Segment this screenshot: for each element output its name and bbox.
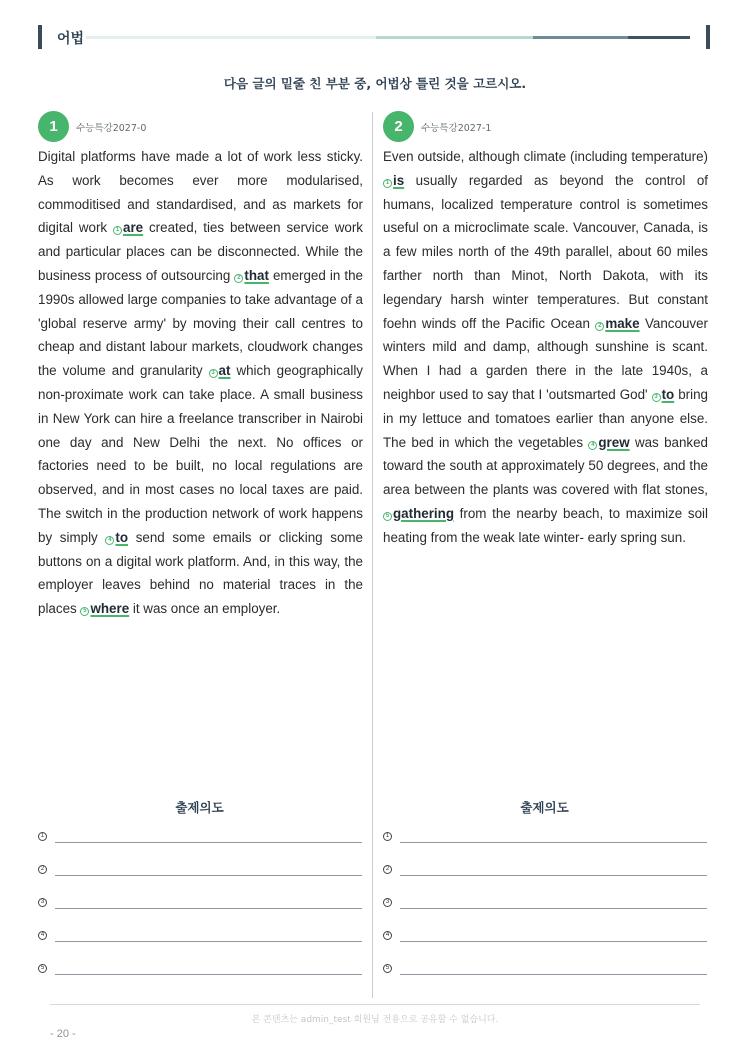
question-number-badge: 2	[383, 111, 414, 142]
passage-segment: emerged in the 1990s allowed large companies to take advantage of a 'global reserve army' by moving their call centres to cheap and distant labour markets, cloudwork changes the volume and granularity	[38, 267, 363, 379]
answer-write-line[interactable]	[55, 842, 362, 843]
answer-write-line[interactable]	[55, 875, 362, 876]
answer-write-line[interactable]	[400, 875, 707, 876]
section-title: 어법	[57, 31, 85, 47]
header-left-bar	[38, 25, 42, 49]
underlined-choice: where	[90, 601, 130, 617]
answer-write-line[interactable]	[400, 842, 707, 843]
choice-marker: 4	[588, 441, 597, 450]
copyright-note: 본 콘텐츠는 admin_test 회원님 전용으로 공유할 수 없습니다.	[251, 1015, 499, 1025]
answer-row	[38, 964, 362, 976]
answer-number-marker: 1	[38, 832, 47, 841]
answer-number-marker: 5	[383, 964, 392, 973]
question-number-badge: 1	[38, 111, 69, 142]
answer-row	[38, 931, 362, 943]
page-number: - 20 -	[50, 1028, 76, 1040]
answer-write-line[interactable]	[55, 908, 362, 909]
underlined-choice: make	[605, 315, 640, 331]
header-rule-segment	[628, 36, 690, 39]
question-source: 수능특강2027-0	[76, 123, 147, 134]
passage-segment: bring in my lettuce and tomatoes earlier than anyone else. The bed in which the vegetables	[383, 386, 709, 450]
answer-write-line[interactable]	[400, 941, 707, 942]
passage-segment: Digital platforms have made a lot of work less sticky. As work becomes ever more modularised, commoditised and standardised, and as markets for digital work	[38, 149, 363, 236]
question-source: 수능특강2027-1	[421, 123, 492, 134]
passage-segment: was banked toward the south at approximately 50 degrees, and the area between the plants was covered with flat stones,	[383, 434, 709, 498]
answer-write-line[interactable]	[400, 908, 707, 909]
passage-segment: Even outside, although climate (including temperature)	[383, 149, 708, 164]
answer-number-marker: 3	[383, 898, 392, 907]
footer-divider	[50, 1004, 700, 1005]
intent-title: 출제의도	[520, 800, 569, 815]
passage-segment: usually regarded as beyond the control of humans, localized temperature control is sometimes useful on a microclimate scale. Vancouver, Canada, is a few miles north of the 49th parallel, about 60 miles farther north than Minot, North Dakota, with its legendary harsh winter temperatures. But constant foehn winds off the Pacific Ocean	[383, 172, 708, 331]
answer-write-line[interactable]	[400, 974, 707, 975]
underlined-choice: to	[115, 529, 129, 545]
choice-marker: 2	[595, 322, 604, 331]
choice-marker: 1	[383, 179, 392, 188]
answer-row	[38, 832, 362, 844]
passage-segment: which geographically non-proximate work can take place. A small business in New York can hire a freelance transcriber in Nairobi one day and New Delhi the next. No offices or factories need to be built, no local regulations are observed, and in most cases no local taxes are paid. The switch in the production network of work happens by simply	[38, 363, 364, 545]
passage-segment: send some emails or clicking some buttons on a digital work platform. And, in this way, the employer leaves behind no material traces in the places	[38, 529, 364, 617]
answer-row	[38, 865, 362, 877]
passage-segment: Vancouver winters mild and damp, although sunshine is scant. When I had a garden there in the late 1940s, a neighbor used to say that I 'outsmarted God'	[383, 315, 708, 402]
choice-marker: 2	[234, 274, 243, 283]
answer-number-marker: 5	[38, 964, 47, 973]
underlined-choice: grew	[598, 434, 630, 450]
choice-marker: 4	[105, 536, 114, 545]
passage-segment: created, ties between service work and particular places can be disconnected. While the business process of outsourcing	[38, 220, 363, 283]
choice-marker: 3	[652, 393, 661, 402]
passage-text	[383, 145, 708, 550]
answer-row	[383, 964, 707, 976]
passage-segment: it was once an employer.	[129, 601, 281, 617]
passage-segment: from the nearby beach, to maximize soil heating from the weak late winter- early spring sun.	[383, 505, 708, 545]
answer-number-marker: 2	[383, 865, 392, 874]
column-divider	[372, 112, 373, 998]
answer-row	[383, 832, 707, 844]
header-right-bar	[706, 25, 710, 49]
choice-marker: 1	[113, 226, 122, 235]
choice-marker: 3	[209, 369, 218, 378]
header-rule-segment	[376, 36, 533, 39]
answer-row	[383, 865, 707, 877]
choice-marker: 5	[383, 512, 392, 521]
underlined-choice: is	[393, 172, 405, 188]
answer-number-marker: 4	[383, 931, 392, 940]
underlined-choice: gathering	[393, 505, 455, 521]
answer-write-line[interactable]	[55, 974, 362, 975]
instruction-text: 다음 글의 밑줄 친 부분 중, 어법상 틀린 것을 고르시오.	[223, 76, 527, 91]
choice-marker: 5	[80, 607, 89, 616]
header-rule-segment	[86, 36, 376, 39]
header-rule-segment	[533, 36, 628, 39]
answer-row	[383, 931, 707, 943]
answer-row	[383, 898, 707, 910]
passage-text	[38, 145, 363, 621]
answer-write-line[interactable]	[55, 941, 362, 942]
answer-number-marker: 4	[38, 931, 47, 940]
answer-number-marker: 2	[38, 865, 47, 874]
underlined-choice: that	[244, 267, 269, 283]
intent-title: 출제의도	[175, 800, 224, 815]
underlined-choice: are	[123, 220, 144, 236]
underlined-choice: to	[661, 386, 675, 402]
answer-row	[38, 898, 362, 910]
underlined-choice: at	[218, 363, 231, 379]
answer-number-marker: 1	[383, 832, 392, 841]
answer-number-marker: 3	[38, 898, 47, 907]
